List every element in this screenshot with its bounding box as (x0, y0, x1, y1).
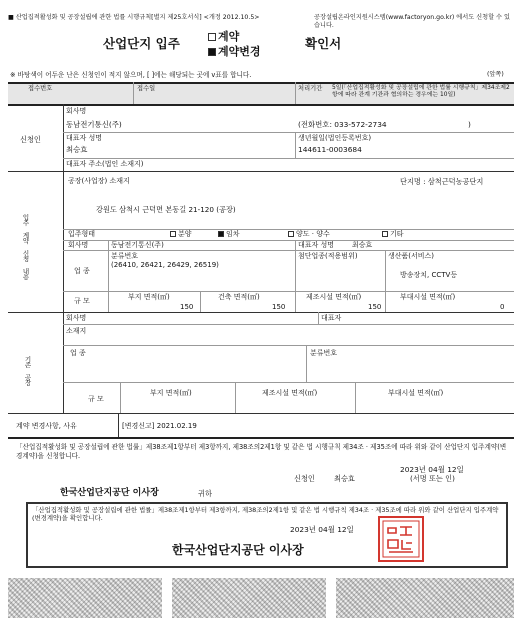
scan-strip (336, 578, 514, 618)
existing-section-label: 기존 공장 (23, 356, 32, 385)
official-seal (378, 516, 424, 562)
checkbox-other (382, 231, 388, 237)
factory-biz-label: 업 종 (74, 267, 90, 275)
entry-type-transfer (288, 231, 330, 238)
option-contract (208, 31, 239, 42)
divider (295, 82, 296, 104)
hitech-label: 첨단업종(적용범위) (298, 252, 358, 260)
receipt-no-label: 접수번호 (28, 85, 53, 92)
row-line (63, 250, 514, 251)
divider (120, 382, 121, 413)
divider (385, 291, 386, 312)
sign-or-seal-label: (서명 또는 인) (410, 474, 455, 483)
title-left: 산업단지 입주 (103, 36, 180, 51)
divider (355, 382, 356, 413)
entry-type-sale-label: 분양 (178, 230, 192, 238)
addressee: 한국산업단지공단 이사장 (60, 488, 159, 498)
option-change-label: 계약변경 (218, 45, 261, 58)
mfg-area-value: 150 (368, 303, 382, 311)
applicant-birth-label: 생년월일(법인등록번호) (298, 134, 372, 142)
row-line (63, 132, 514, 133)
period-label: 처리기간 (298, 85, 323, 92)
entry-type-label: 입주형태 (68, 230, 96, 238)
factory-company-label: 회사명 (68, 241, 89, 249)
existing-location-label: 소재지 (66, 327, 87, 335)
existing-land-label: 부지 면적(㎡) (150, 389, 192, 397)
land-area-value: 150 (180, 303, 194, 311)
page-side: (앞쪽) (487, 71, 504, 78)
building-area-value: 150 (272, 303, 286, 311)
row-line (63, 229, 514, 230)
land-area-label: 부지 면적(㎡) (128, 293, 170, 301)
entry-type-sale (170, 231, 192, 238)
divider (200, 291, 201, 312)
existing-company-label: 회사명 (66, 314, 87, 322)
option-contract-label: 계약 (218, 30, 240, 43)
existing-biz-label: 업 종 (70, 349, 86, 357)
title-right: 확인서 (305, 36, 342, 51)
checkbox-change-checked (208, 48, 216, 56)
entry-type-lease (218, 231, 240, 238)
divider (295, 132, 296, 158)
section-line (8, 171, 514, 172)
receipt-bottom-border (8, 104, 514, 106)
row-line (63, 291, 514, 292)
form-reference: ■ 산업집적활성화 및 공장설립에 관한 법률 시행규칙[별지 제25호서식] <개정 2012.10.5> (8, 14, 260, 21)
applicant-address-label: 대표자 주소(법인 소재지) (66, 160, 144, 168)
scan-strip (172, 578, 326, 618)
confirmation-date: 2023년 04월 12일 (290, 525, 354, 534)
section-line (8, 437, 514, 439)
applicant-birth-value: 144611-0003684 (298, 145, 362, 154)
factory-scale-label: 규 모 (74, 297, 90, 305)
factory-address: 강원도 삼척시 근덕면 본동길 21-120 (공장) (96, 205, 236, 214)
checkbox-contract (208, 33, 216, 41)
period-value: 5일(「산업집적활성화 및 공장설립에 관한 법률 시행규칙」제34조제2항에 따라 관계 기관과 협의하는 경우에는 10일) (332, 85, 510, 98)
divider (295, 240, 296, 250)
divider (295, 291, 296, 312)
table-top-border (8, 82, 514, 84)
divider (63, 104, 64, 171)
issuer-name: 한국산업단지공단 이사장 (172, 543, 304, 557)
aux-area-label: 부대시설 면적(㎡) (400, 293, 456, 301)
applicant-sign-label: 신청인 (294, 474, 315, 483)
entry-type-transfer-label: 양도 · 양수 (296, 230, 330, 238)
applicant-company-value: 동남전기통신(주) (66, 120, 122, 129)
product-value: 방송장치, CCTV등 (400, 271, 458, 279)
mfg-area-label: 제조시설 면적(㎡) (306, 293, 362, 301)
change-value: [변경신고] 2021.02.19 (122, 422, 197, 430)
applicant-section-label: 신청인 (20, 135, 41, 144)
seal-pattern-icon (380, 518, 422, 560)
existing-class-label: 분류번호 (310, 349, 338, 357)
row-line (63, 382, 514, 383)
checkbox-transfer (288, 231, 294, 237)
scan-strip (8, 578, 162, 618)
applicant-phone-close: ) (468, 120, 471, 129)
row-line (63, 158, 514, 159)
existing-scale-label: 규 모 (88, 395, 104, 403)
online-site-note: 공장설립온라인지원시스템(www.factoryon.go.kr) 에서도 신청할 수 있습니다. (314, 14, 510, 29)
declaration-date: 2023년 04월 12일 (400, 465, 464, 474)
applicant-rep-label: 대표자 성명 (66, 134, 103, 142)
addressee-to: 귀하 (198, 489, 212, 498)
section-line (8, 413, 514, 414)
confirmation-text: 「산업집적활성화 및 공장설립에 관한 법률」제38조제1항부터 제3항까지, 제38조의2제1항 및 같은 법 시행규칙 제34조 · 제35조에 따라 위와 같이 산업단지 입주계약(변경계약)을 확인합니다. (32, 506, 499, 523)
row-line (63, 324, 514, 325)
notice-text: ※ 바탕색이 어두운 난은 신청인이 적지 않으며, [ ]에는 해당되는 곳에 v표를 합니다. (10, 71, 252, 79)
change-label: 계약 변경사항, 사유 (16, 422, 77, 430)
receipt-date-label: 접수일 (137, 85, 156, 92)
option-change (208, 46, 261, 57)
entry-type-other (382, 231, 404, 238)
existing-mfg-label: 제조시설 면적(㎡) (262, 389, 318, 397)
applicant-company-label: 회사명 (66, 107, 87, 115)
divider (235, 382, 236, 413)
factory-rep-label: 대표자 성명 (298, 241, 335, 249)
complex-name: 단지명 : 삼척근덕농공단지 (400, 177, 484, 186)
divider (306, 345, 307, 382)
factory-class-value: (26410, 26421, 26429, 26519) (111, 261, 219, 269)
row-line (63, 345, 514, 346)
factory-rep-value: 최승효 (352, 241, 373, 249)
declaration-text: 「산업집적활성화 및 공장설립에 관한 법률」제38조제1항부터 제3항까지, 제38조의2제1항 및 같은 법 시행규칙 제34조 · 제35조에 따라 위와 같이 산업단지 입주계약(변경계약)을 신청합니다. (16, 443, 507, 460)
existing-aux-label: 부대시설 면적(㎡) (388, 389, 444, 397)
divider (295, 250, 296, 291)
existing-rep-label: 대표자 (321, 314, 342, 322)
divider (63, 312, 64, 413)
checkbox-sale (170, 231, 176, 237)
factory-company-value: 동남전기통신(주) (111, 241, 164, 249)
factory-location-label: 공장(사업장) 소재지 (68, 177, 130, 185)
aux-area-value: 0 (500, 303, 505, 311)
section-line (8, 312, 514, 313)
divider (385, 250, 386, 291)
applicant-phone: (전화번호: 033-572-2734 (298, 120, 387, 129)
factory-class-label: 분류번호 (111, 252, 139, 260)
factory-section-label: 입주 계약 신청 내용 (21, 214, 30, 279)
applicant-rep-value: 최승효 (66, 145, 88, 154)
entry-type-lease-label: 임차 (226, 230, 240, 238)
building-area-label: 건축 면적(㎡) (218, 293, 260, 301)
product-label: 생산품(서비스) (388, 252, 435, 260)
divider (118, 413, 119, 437)
checkbox-lease-checked (218, 231, 224, 237)
divider (318, 312, 319, 324)
divider (133, 82, 134, 104)
entry-type-other-label: 기타 (390, 230, 404, 238)
applicant-sign-name: 최승효 (334, 474, 355, 483)
